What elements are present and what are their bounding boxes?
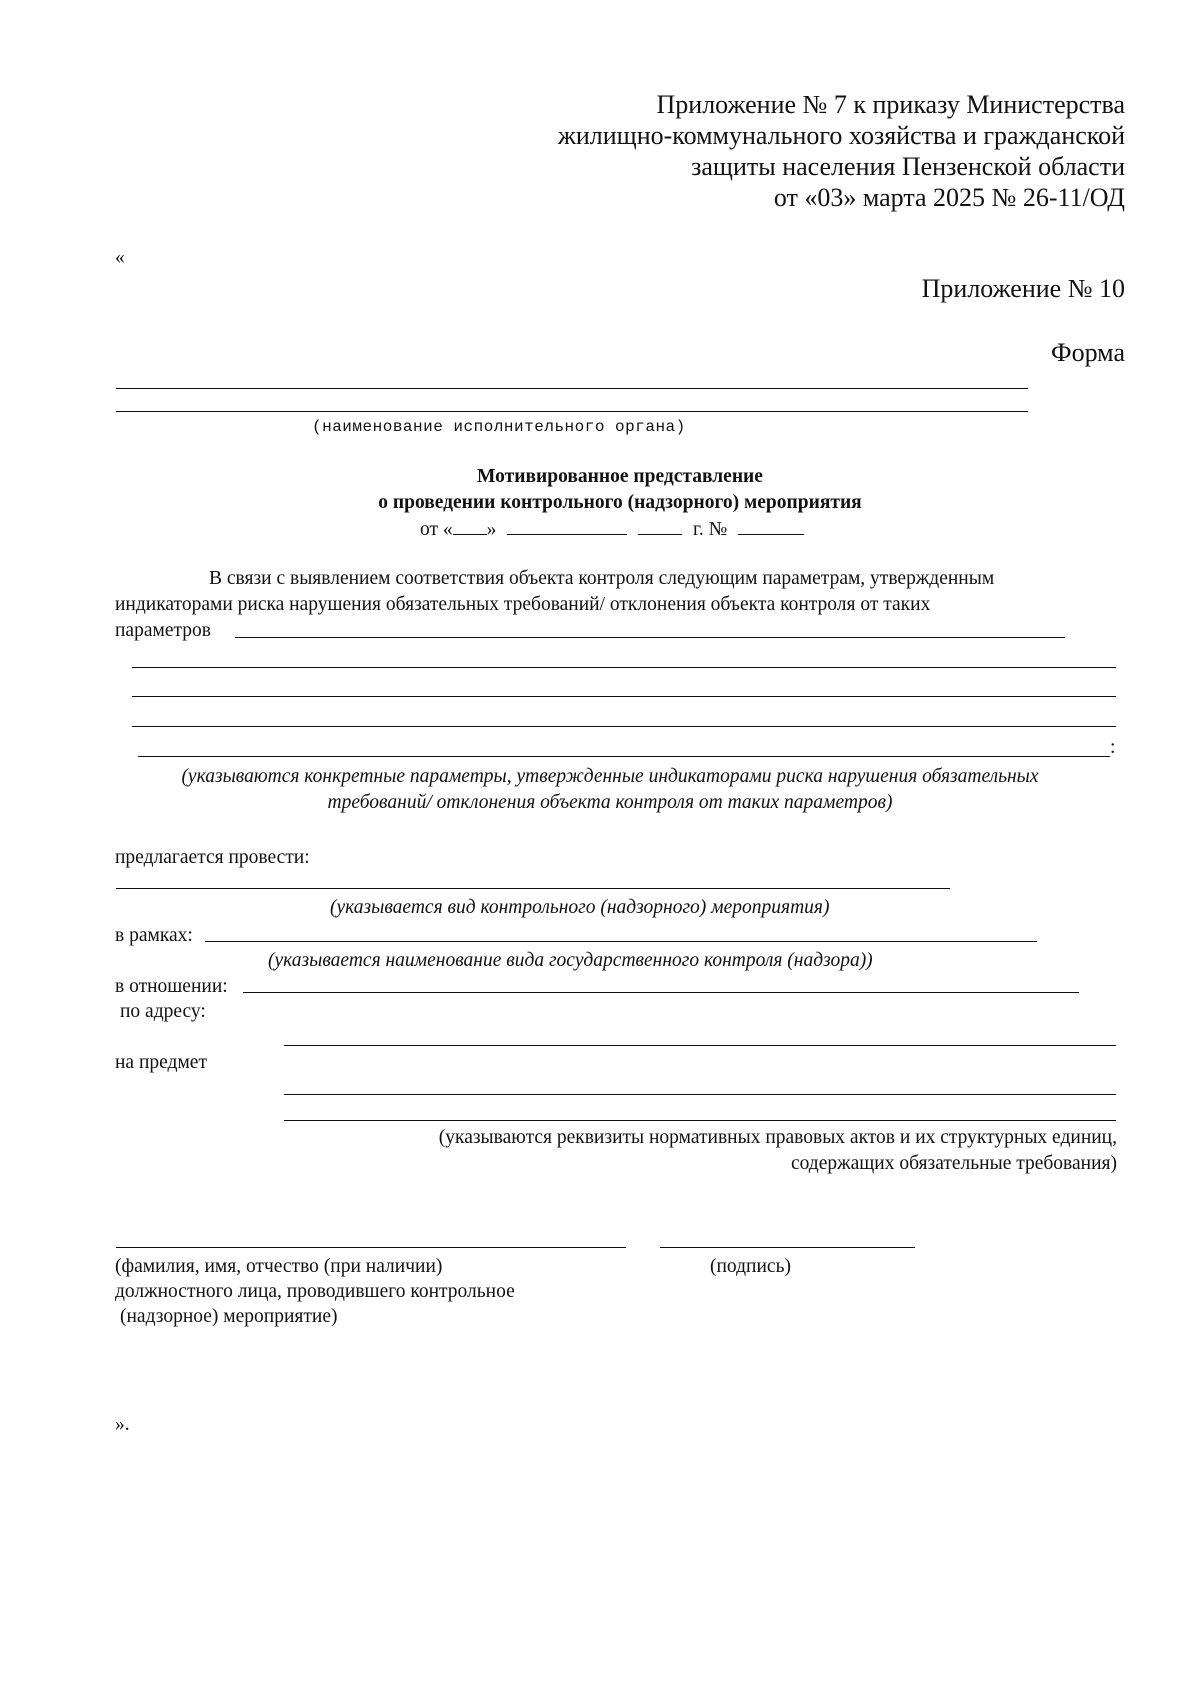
appendix-title: Приложение № 10 (921, 274, 1125, 303)
org-name-line-2 (116, 411, 1028, 412)
event-line (116, 888, 950, 889)
within-line (205, 941, 1037, 942)
params-line-1 (132, 667, 1116, 668)
params-line-3 (132, 726, 1116, 727)
event-note: (указывается вид контрольного (надзорного) мероприятия) (330, 897, 830, 918)
doc-date-line (420, 518, 804, 540)
date-month-blank (507, 518, 627, 535)
signature-line (660, 1247, 915, 1248)
params-colon: : (1110, 737, 1116, 758)
name-caption-line-1: (фамилия, имя, отчество (при наличии) (115, 1256, 443, 1277)
doc-title-line-2: о проведении контрольного (надзорного) мероприятия (378, 492, 862, 513)
acts-note-line-1: (указываются реквизиты нормативных правовых актов и их структурных единиц, (438, 1127, 1117, 1148)
official-name-line (116, 1247, 626, 1248)
control-note: (указывается наименование вида государственного контроля (надзора)) (268, 950, 873, 971)
name-caption-line-2: должностного лица, проводившего контрольное (115, 1281, 515, 1302)
date-year-number-label: г. № (693, 519, 728, 540)
params-note-line-1: (указываются конкретные параметры, утвержденные индикаторами риска нарушения обязательных (181, 766, 1039, 787)
address-label: по адресу: (120, 1001, 206, 1022)
signature-caption: (подпись) (710, 1256, 791, 1277)
regarding-line (243, 992, 1079, 993)
doc-number-blank (738, 518, 804, 535)
subject-line-2 (284, 1120, 1116, 1121)
open-quote: « (115, 247, 125, 268)
close-quote: ». (115, 1414, 130, 1435)
para-line-1: В связи с выявлением соответствия объекта контроля следующим параметрам, утвержденным (209, 568, 995, 589)
address-line (284, 1045, 1116, 1046)
params-line-2 (132, 696, 1116, 697)
regarding-label: в отношении: (115, 976, 228, 997)
header-line-1: Приложение № 7 к приказу Министерства (656, 90, 1125, 119)
date-mid: » (486, 519, 497, 540)
org-name-line-1 (116, 388, 1028, 389)
params-line-4 (138, 756, 1110, 757)
form-label: Форма (1051, 338, 1125, 367)
header-line-2: жилищно-коммунального хозяйства и гражданской (557, 121, 1125, 150)
params-note-line-2: требований/ отклонения объекта контроля от таких параметров) (327, 792, 893, 813)
name-caption-line-3: (надзорное) мероприятие) (120, 1306, 338, 1327)
date-year-blank (638, 518, 682, 535)
params-line-0 (235, 637, 1065, 638)
doc-title-line-1: Мотивированное представление (477, 466, 763, 487)
date-day-blank (453, 518, 487, 535)
para-line-3: параметров (115, 620, 211, 641)
proposed-label: предлагается провести: (115, 847, 310, 868)
date-prefix: от « (420, 519, 453, 540)
within-label: в рамках: (115, 925, 193, 946)
header-line-4: от «03» марта 2025 № 26-11/ОД (773, 183, 1125, 212)
org-caption: (наименование исполнительного органа) (312, 418, 686, 436)
subject-label: на предмет (115, 1052, 207, 1073)
header-line-3: защиты населения Пензенской области (691, 152, 1125, 181)
subject-line-1 (284, 1094, 1116, 1095)
para-line-2: индикаторами риска нарушения обязательных требований/ отклонения объекта контроля от таких (115, 594, 931, 615)
acts-note-line-2: содержащих обязательные требования) (790, 1153, 1117, 1174)
